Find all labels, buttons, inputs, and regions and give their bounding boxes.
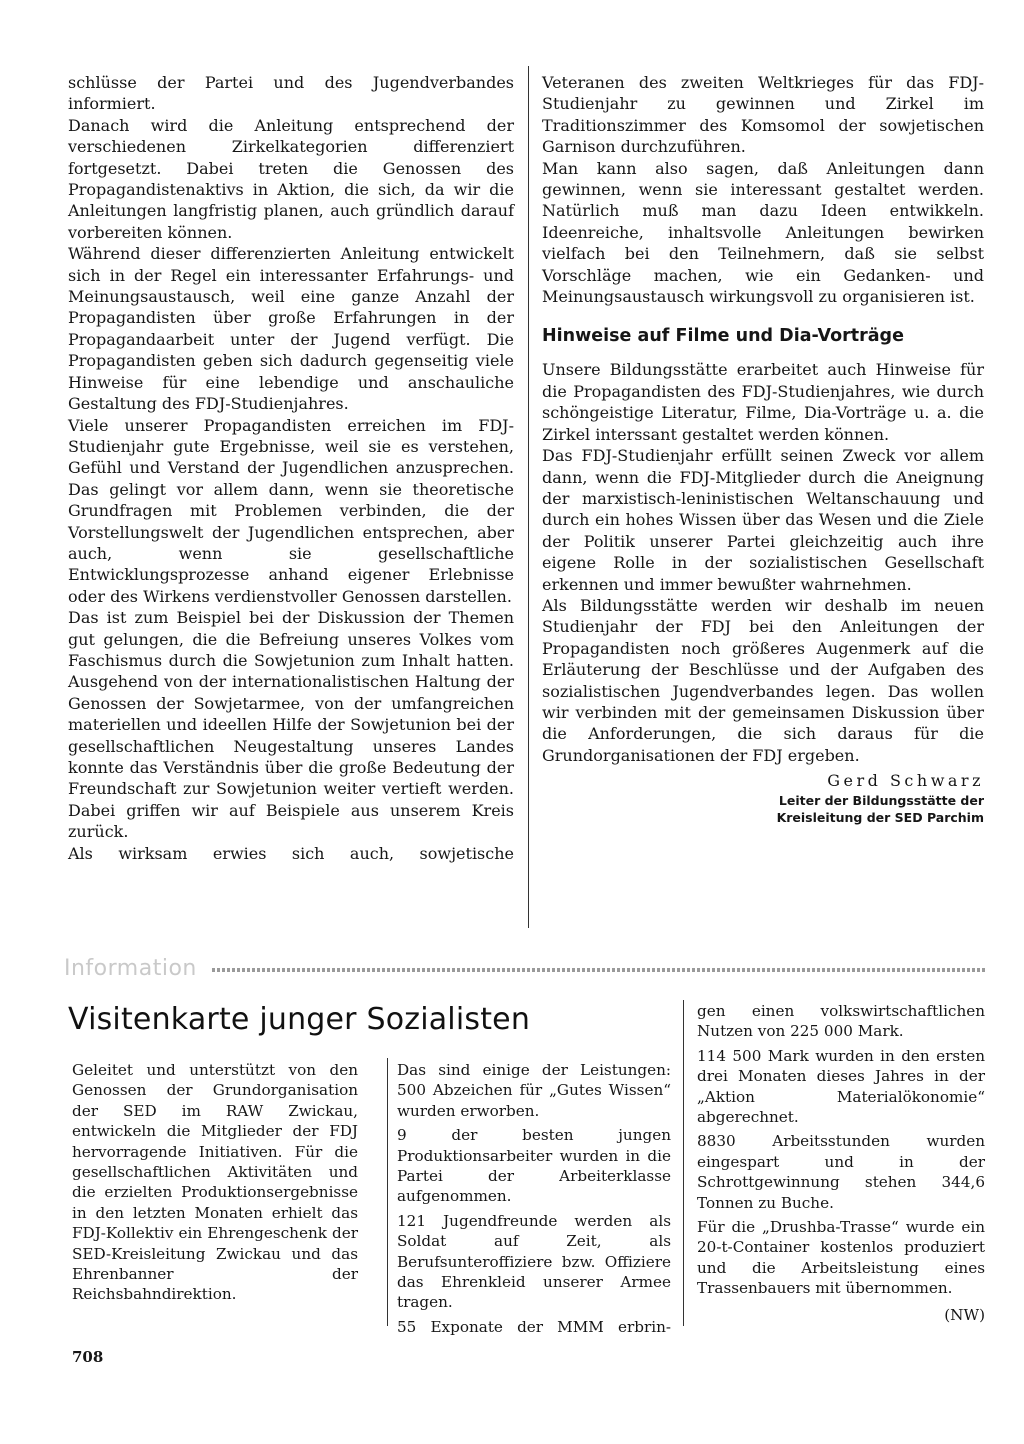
paragraph: Als wirksam erwies sich auch, sowjetische [68,843,514,863]
section-label: Information [64,956,197,981]
column-divider [387,1058,388,1326]
paragraph: Viele unserer Propagandisten erreichen im FDJ-Studienjahr gute Ergebnisse, weil sie es verstehen, Gefühl und Verstand der Jugendlichen anzusprechen. Das gelingt vor allem dann, wenn sie theoretische Grundfragen mit Problemen verbinden, die der Vorstellungswelt der Jugendlichen entsprechen, aber auch, wenn sie gesellschaftliche Entwicklungsprozesse anhand eigener Erlebnisse oder des Wirkens verdienstvoller Genossen darstellen. [68,415,514,606]
headline: Visitenkarte junger Sozialisten [68,1002,531,1037]
paragraph: Danach wird die Anleitung entsprechend der verschiedenen Zirkelkategorien differenziert fortgesetzt. Dabei treten die Genossen des Propagandistenaktivs in Aktion, die sich, da wir die Anleitungen langfristig planen, auch gründlich darauf vorbereiten können. [68,115,514,242]
column-divider [683,1000,684,1326]
article-left-column [68,72,514,864]
paragraph: 8830 Arbeitsstunden wurden eingespart und in der Schrottgewinnung stehen 344,6 Tonnen zu Buche. [697,1132,985,1212]
author-role: Leiter der Bildungsstätte der [778,792,984,808]
author-name: Gerd Schwarz [827,771,984,791]
paragraph: Das ist zum Beispiel bei der Diskussion der Themen gut gelungen, die die Befreiung unseres Volkes vom Faschismus durch die Sowjetunion zum Inhalt hatten. Ausgehend von der internationalistischen Haltung der Genossen der Sowjetarmee, von der umfangreichen materiellen und ideellen Hilfe der Sowjetunion bei der gesellschaftlichen Neugestaltung unseres Landes konnte das Verständnis über die große Bedeutung der Freundschaft zur Sowjetunion weiter vertieft werden. Dabei griffen wir auf Beispiele aus unserem Kreis zurück. [68,608,514,842]
dotted-rule [212,968,986,972]
column-divider [528,66,529,928]
section-subheading: Hinweise auf Filme und Dia-Vorträge [542,326,904,347]
section-banner [64,956,986,980]
news-column-2 [397,1060,671,1341]
paragraph: Als Bildungsstätte werden wir deshalb im neuen Studienjahr der FDJ bei den Anleitungen der Propagandisten noch größeres Augenmerk auf die Erläuterung der Beschlüsse und der Aufgaben des sozialistischen Jugendverbandes legen. Das wollen wir verbinden mit der gemeinsamen Diskussion über die Anforderungen, die sich daraus für die Grundorganisationen der FDJ ergeben. [542,595,984,765]
paragraph: 9 der besten jungen Produktionsarbeiter wurden in die Partei der Arbeiterklasse aufgenommen. [397,1126,671,1206]
article-right-column [542,72,984,826]
paragraph: Während dieser differenzierten Anleitung entwickelt sich in der Regel ein interessanter Erfahrungs- und Meinungsaustausch, weil eine ganze Anzahl der Propagandisten über große Erfahrungen in der Propagandaarbeit unter der Jugend verfügt. Die Propagandisten geben sich dadurch gegenseitig viele Hinweise für eine lebendige und anschauliche Gestaltung des FDJ-Studienjahres. [68,244,514,414]
paragraph: 55 Exponate der MMM erbrin- [397,1317,671,1336]
source-tag: (NW) [944,1305,985,1324]
paragraph: 121 Jugendfreunde werden als Soldat auf Zeit, als Berufsunteroffiziere bzw. Offiziere das Ehrenkleid unserer Armee tragen. [397,1211,671,1312]
paragraph: schlüsse der Partei und des Jugendverbandes informiert. [68,73,514,114]
paragraph: Veteranen des zweiten Weltkrieges für das FDJ-Studienjahr zu gewinnen und Zirkel im Traditionszimmer des Komsomol der sowjetischen Garnison durchzuführen. [542,73,984,157]
paragraph: 114 500 Mark wurden in den ersten drei Monaten dieses Jahres in der „Aktion Materialökonomie“ abgerechnet. [697,1046,985,1127]
news-column-3 [697,1001,985,1325]
paragraph: gen einen volkswirtschaftlichen Nutzen von 225 000 Mark. [697,1002,985,1041]
paragraph: Geleitet und unterstützt von den Genossen der Grundorganisation der SED im RAW Zwickau, entwickeln die Mitglieder der FDJ hervorragende Initiativen. Für die gesellschaftlichen Aktivitäten und die erzielten Produktionsergebnisse in den letzten Monaten erhielt das FDJ-Kollektiv ein Ehrengeschenk der SED-Kreisleitung Zwickau und das Ehrenbanner der Reichsbahndirektion. [72,1061,358,1304]
paragraph: Unsere Bildungsstätte erarbeitet auch Hinweise für die Propagandisten des FDJ-Studienjahres, wie durch schöngeistige Literatur, Filme, Dia-Vorträge u. a. die Zirkel interssant gestaltet werden können. [542,360,984,444]
page-number: 708 [72,1348,104,1366]
news-column-1 [72,1060,358,1309]
author-role: Kreisleitung der SED Parchim [776,809,984,825]
paragraph: Für die „Drushba-Trasse“ wurde ein 20-t-Container kostenlos produziert und die Arbeitsleistung eines Trassenbauers mit übernommen. [697,1218,985,1298]
paragraph: Man kann also sagen, daß Anleitungen dann gewinnen, wenn sie interessant gestaltet werden. Natürlich muß man dazu Ideen entwikkeln. Ideenreiche, inhaltsvolle Anleitungen bewirken vielfach bei den Teilnehmern, daß sie selbst Vorschläge machen, wie ein Gedanken- und Meinungsaustausch wirkungsvoll zu organisieren ist. [542,158,984,307]
paragraph: Das FDJ-Studienjahr erfüllt seinen Zweck vor allem dann, wenn die FDJ-Mitglieder durch die Aneignung der marxistisch-leninistischen Weltanschauung und durch ein hohes Wissen über das Wesen und die Ziele der Politik unserer Partei gleichzeitig auch ihre eigene Rolle in der sozialistischen Gesellschaft erkennen und immer bewußter wahrnehmen. [542,446,984,594]
author-signature [542,770,984,825]
paragraph: Das sind einige der Leistungen: 500 Abzeichen für „Gutes Wissen“ wurden erworben. [397,1061,671,1120]
